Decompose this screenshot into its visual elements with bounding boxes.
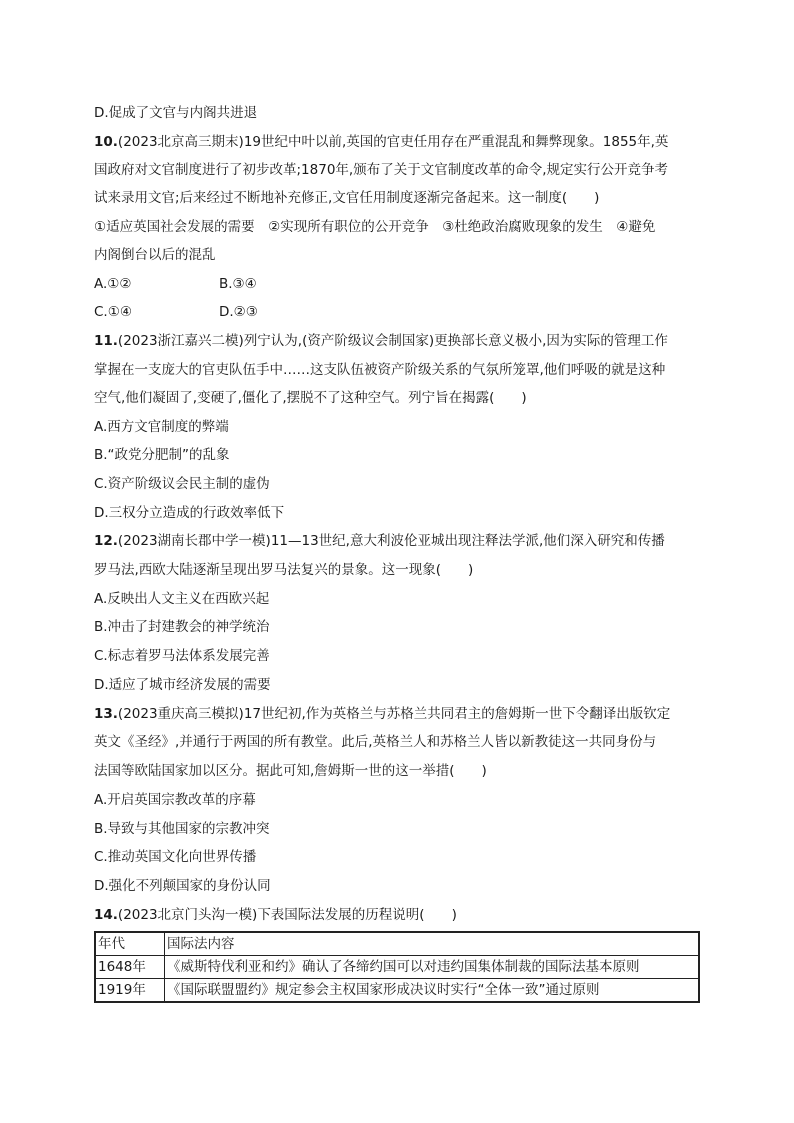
q10-stem-1: 19世纪中叶以前,英国的官吏任用存在严重混乱和舞弊现象。1855年,英 (243, 134, 669, 150)
q12-stem-line-1 (94, 532, 665, 550)
table-cell-year: 1919年 (95, 979, 165, 1003)
table-cell-content: 《国际联盟盟约》规定参会主权国家形成决议时实行“全体一致”通过原则 (165, 979, 700, 1003)
table-header-content: 国际法内容 (165, 932, 700, 956)
q13-option-a: A.开启英国宗教改革的序幕 (94, 792, 256, 808)
q11-stem-1: 列宁认为,(资产阶级议会制国家)更换部长意义极小,因为实际的管理工作 (243, 333, 668, 349)
q11-stem-line-1 (94, 332, 668, 350)
q11-stem-line-3: 空气,他们凝固了,变硬了,僵化了,摆脱不了这种空气。列宁旨在揭露( ) (94, 390, 527, 406)
q10-stem-line-3: 试来录用文官;后来经过不断地补充修正,文官任用制度逐渐完备起来。这一制度( ) (94, 190, 600, 206)
table-cell-content: 《威斯特伐利亚和约》确认了各缔约国可以对违约国集体制裁的国际法基本原则 (165, 956, 700, 979)
q13-number: 13. (94, 706, 118, 722)
q10-source: (2023北京高三期末) (117, 134, 244, 150)
table-header-year: 年代 (95, 932, 165, 956)
q14-stem-1: 下表国际法发展的历程说明( ) (257, 907, 457, 923)
q10-option-a: A.①② (94, 276, 132, 292)
q12-stem-line-2: 罗马法,西欧大陆逐渐呈现出罗马法复兴的景象。这一现象( ) (94, 562, 474, 578)
q12-option-a: A.反映出人文主义在西欧兴起 (94, 591, 270, 607)
q12-stem-1: 11—13世纪,意大利波伦亚城出现注释法学派,他们深入研究和传播 (270, 533, 665, 549)
q14-stem-line-1 (94, 906, 457, 924)
q10-number: 10. (94, 134, 118, 150)
q11-option-c: C.资产阶级议会民主制的虚伪 (94, 476, 270, 492)
q11-source: (2023浙江嘉兴二模) (117, 333, 244, 349)
q13-stem-1: 17世纪初,作为英格兰与苏格兰共同君主的詹姆斯一世下令翻译出版钦定 (243, 706, 671, 722)
q11-option-b: B.“政党分肥制”的乱象 (94, 447, 230, 463)
q12-option-b: B.冲击了封建教会的神学统治 (94, 619, 270, 635)
q12-option-c: C.标志着罗马法体系发展完善 (94, 648, 270, 664)
q13-option-b: B.导致与其他国家的宗教冲突 (94, 821, 270, 837)
q12-number: 12. (94, 533, 118, 549)
q11-option-a: A.西方文官制度的弊端 (94, 419, 229, 435)
q14-source: (2023北京门头沟一模) (117, 907, 258, 923)
table-row (95, 956, 699, 979)
q13-source: (2023重庆高三模拟) (117, 706, 244, 722)
q10-choices-line-2: 内阁倒台以后的混乱 (94, 247, 216, 263)
q11-option-d: D.三权分立造成的行政效率低下 (94, 505, 285, 521)
q12-option-d: D.适应了城市经济发展的需要 (94, 677, 271, 693)
q14-number: 14. (94, 907, 118, 923)
q13-stem-line-1 (94, 705, 670, 723)
q9-option-d: D.促成了文官与内阁共进退 (94, 105, 258, 121)
q12-source: (2023湖南长郡中学一模) (117, 533, 271, 549)
q13-stem-line-2: 英文《圣经》,并通行于两国的所有教堂。此后,英格兰人和苏格兰人皆以新教徒这一共同身份与 (94, 734, 657, 750)
q13-option-d: D.强化不列颠国家的身份认同 (94, 878, 271, 894)
table-row (95, 979, 699, 1003)
q13-stem-line-3: 法国等欧陆国家加以区分。据此可知,詹姆斯一世的这一举措( ) (94, 763, 487, 779)
q10-option-c: C.①④ (94, 304, 132, 320)
q10-stem-line-2: 国政府对文官制度进行了初步改革;1870年,颁布了关于文官制度改革的命令,规定实行公开竞争考 (94, 162, 668, 178)
table-cell-year: 1648年 (95, 956, 165, 979)
q11-number: 11. (94, 333, 118, 349)
q10-choices-line-1: ①适应英国社会发展的需要 ②实现所有职位的公开竞争 ③杜绝政治腐败现象的发生 ④避免 (94, 219, 656, 235)
intl-law-table (94, 931, 700, 1003)
table-header-row (95, 932, 699, 956)
q10-option-d: D.②③ (219, 304, 258, 320)
q13-option-c: C.推动英国文化向世界传播 (94, 849, 257, 865)
q11-stem-line-2: 掌握在一支庞大的官吏队伍手中……这支队伍被资产阶级关系的气氛所笼罩,他们呼吸的就是这种 (94, 362, 666, 378)
q10-stem-line-1 (94, 133, 668, 151)
q10-option-b: B.③④ (219, 276, 257, 292)
